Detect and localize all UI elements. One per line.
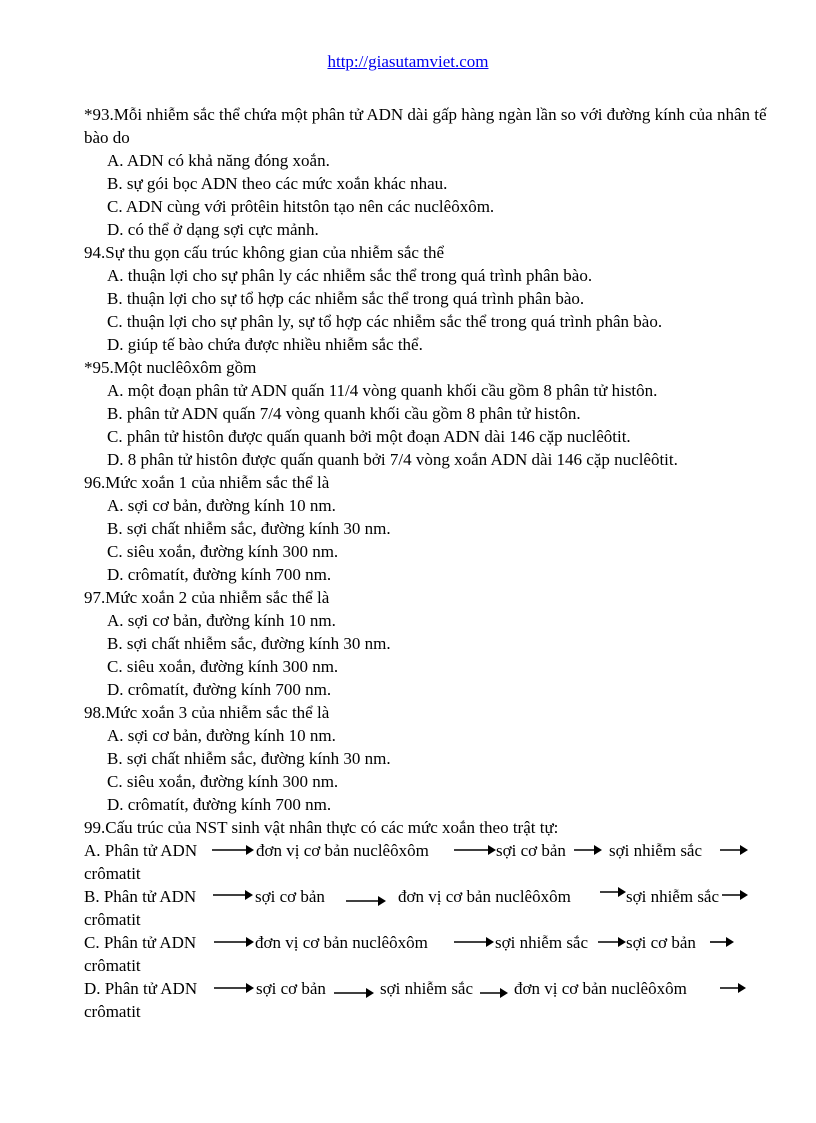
option-d-row bbox=[84, 977, 784, 1000]
option-c: C. siêu xoắn, đường kính 300 nm. bbox=[107, 657, 339, 676]
option-b-end-row bbox=[84, 908, 784, 931]
option-b-part-2: sợi cơ bản bbox=[255, 887, 325, 906]
option-a: A. sợi cơ bản, đường kính 10 nm. bbox=[107, 726, 336, 745]
question-stem: 97.Mức xoắn 2 của nhiễm sắc thể là bbox=[84, 588, 330, 607]
question-93 bbox=[84, 103, 784, 241]
option-b-part-3: đơn vị cơ bản nuclêôxôm bbox=[398, 887, 571, 906]
option-d: D. 8 phân tử histôn được quấn quanh bởi 7/4 vòng xoắn ADN dài 146 cặp nuclêôtit. bbox=[107, 450, 678, 469]
option-b-row bbox=[84, 885, 784, 908]
option-d: D. crômatít, đường kính 700 nm. bbox=[107, 680, 332, 699]
option-d-end-row bbox=[84, 1000, 784, 1023]
question-stem: 94.Sự thu gọn cấu trúc không gian của nhiễm sắc thể bbox=[84, 243, 444, 262]
option-a-part-3: sợi cơ bản bbox=[496, 841, 566, 860]
question-99-options bbox=[84, 839, 784, 1023]
question-99-stem: 99.Cấu trúc của NST sinh vật nhân thực có các mức xoắn theo trật tự: bbox=[84, 818, 559, 837]
arrow-icon bbox=[480, 987, 508, 999]
arrow-icon bbox=[720, 844, 748, 856]
option-a-part-4: sợi nhiễm sắc bbox=[609, 841, 703, 860]
option-a: A. thuận lợi cho sự phân ly các nhiễm sắc thể trong quá trình phân bào. bbox=[107, 266, 593, 285]
arrow-icon bbox=[574, 844, 602, 856]
option-b: B. sợi chất nhiễm sắc, đường kính 30 nm. bbox=[107, 519, 391, 538]
arrow-icon bbox=[598, 936, 626, 948]
arrow-icon bbox=[212, 844, 254, 856]
option-d-end: crômatit bbox=[84, 1002, 141, 1021]
arrow-icon bbox=[454, 844, 496, 856]
question-95 bbox=[84, 356, 784, 471]
arrow-icon bbox=[214, 982, 254, 994]
option-b: B. sự gói bọc ADN theo các mức xoắn khác nhau. bbox=[107, 174, 448, 193]
option-c-part-2: đơn vị cơ bản nuclêôxôm bbox=[255, 933, 428, 952]
question-stem: *93.Mỗi nhiễm sắc thể chứa một phân tử ADN dài gấp hàng ngàn lần so với đường kính của nhân tế bào do bbox=[84, 105, 767, 147]
arrow-icon bbox=[722, 889, 748, 901]
option-c: C. ADN cùng với prôtêin hitstôn tạo nên các nuclêôxôm. bbox=[107, 197, 495, 216]
arrow-icon bbox=[214, 936, 254, 948]
option-c: C. siêu xoắn, đường kính 300 nm. bbox=[107, 542, 339, 561]
question-list bbox=[84, 103, 784, 1023]
option-c-part-1: C. Phân tử ADN bbox=[84, 933, 197, 952]
option-d: D. crômatít, đường kính 700 nm. bbox=[107, 565, 332, 584]
option-d-part-4: đơn vị cơ bản nuclêôxôm bbox=[514, 979, 687, 998]
option-c-end-row bbox=[84, 954, 784, 977]
option-d: D. giúp tế bào chứa được nhiều nhiễm sắc thể. bbox=[107, 335, 423, 354]
option-c-part-3: sợi nhiễm sắc bbox=[495, 933, 589, 952]
option-d-part-1: D. Phân tử ADN bbox=[84, 979, 198, 998]
question-97 bbox=[84, 586, 784, 701]
arrow-icon bbox=[346, 895, 386, 907]
header-link[interactable]: http://giasutamviet.com bbox=[327, 52, 489, 71]
arrow-icon bbox=[720, 982, 746, 994]
arrow-icon bbox=[334, 987, 374, 999]
option-c-part-4: sợi cơ bản bbox=[626, 933, 696, 952]
question-94 bbox=[84, 241, 784, 356]
option-b: B. sợi chất nhiễm sắc, đường kính 30 nm. bbox=[107, 749, 391, 768]
question-stem: *95.Một nuclêôxôm gồm bbox=[84, 358, 257, 377]
arrow-icon bbox=[600, 886, 626, 898]
option-d: D. có thể ở dạng sợi cực mảnh. bbox=[107, 220, 319, 239]
option-b-part-4: sợi nhiễm sắc bbox=[626, 887, 720, 906]
option-a: A. ADN có khả năng đóng xoắn. bbox=[107, 151, 330, 170]
arrow-icon bbox=[454, 936, 494, 948]
option-b: B. sợi chất nhiễm sắc, đường kính 30 nm. bbox=[107, 634, 391, 653]
question-stem: 98.Mức xoắn 3 của nhiễm sắc thể là bbox=[84, 703, 330, 722]
option-c-end: crômatit bbox=[84, 956, 141, 975]
option-c: C. thuận lợi cho sự phân ly, sự tổ hợp các nhiễm sắc thể trong quá trình phân bào. bbox=[107, 312, 663, 331]
option-b-end: crômatit bbox=[84, 910, 141, 929]
question-96 bbox=[84, 471, 784, 586]
question-98 bbox=[84, 701, 784, 816]
option-b-part-1: B. Phân tử ADN bbox=[84, 887, 197, 906]
question-stem: 96.Mức xoắn 1 của nhiễm sắc thể là bbox=[84, 473, 330, 492]
option-d: D. crômatít, đường kính 700 nm. bbox=[107, 795, 332, 814]
option-c: C. siêu xoắn, đường kính 300 nm. bbox=[107, 772, 339, 791]
option-a-part-1: A. Phân tử ADN bbox=[84, 841, 198, 860]
option-a-part-2: đơn vị cơ bản nuclêôxôm bbox=[256, 841, 429, 860]
arrow-icon bbox=[213, 889, 253, 901]
option-b: B. thuận lợi cho sự tổ hợp các nhiễm sắc thể trong quá trình phân bào. bbox=[107, 289, 585, 308]
option-a-row bbox=[84, 839, 784, 862]
option-c-row bbox=[84, 931, 784, 954]
arrow-icon bbox=[710, 936, 734, 948]
option-a-end-row bbox=[84, 862, 784, 885]
option-a: A. một đoạn phân tử ADN quấn 11/4 vòng quanh khối cầu gồm 8 phân tử histôn. bbox=[107, 381, 658, 400]
option-a: A. sợi cơ bản, đường kính 10 nm. bbox=[107, 496, 336, 515]
option-a: A. sợi cơ bản, đường kính 10 nm. bbox=[107, 611, 336, 630]
option-a-end: crômatit bbox=[84, 864, 141, 883]
option-d-part-3: sợi nhiễm sắc bbox=[380, 979, 474, 998]
option-c: C. phân tử histôn được quấn quanh bởi một đoạn ADN dài 146 cặp nuclêôtit. bbox=[107, 427, 631, 446]
option-b: B. phân tử ADN quấn 7/4 vòng quanh khối cầu gồm 8 phân tử histôn. bbox=[107, 404, 581, 423]
option-d-part-2: sợi cơ bản bbox=[256, 979, 326, 998]
